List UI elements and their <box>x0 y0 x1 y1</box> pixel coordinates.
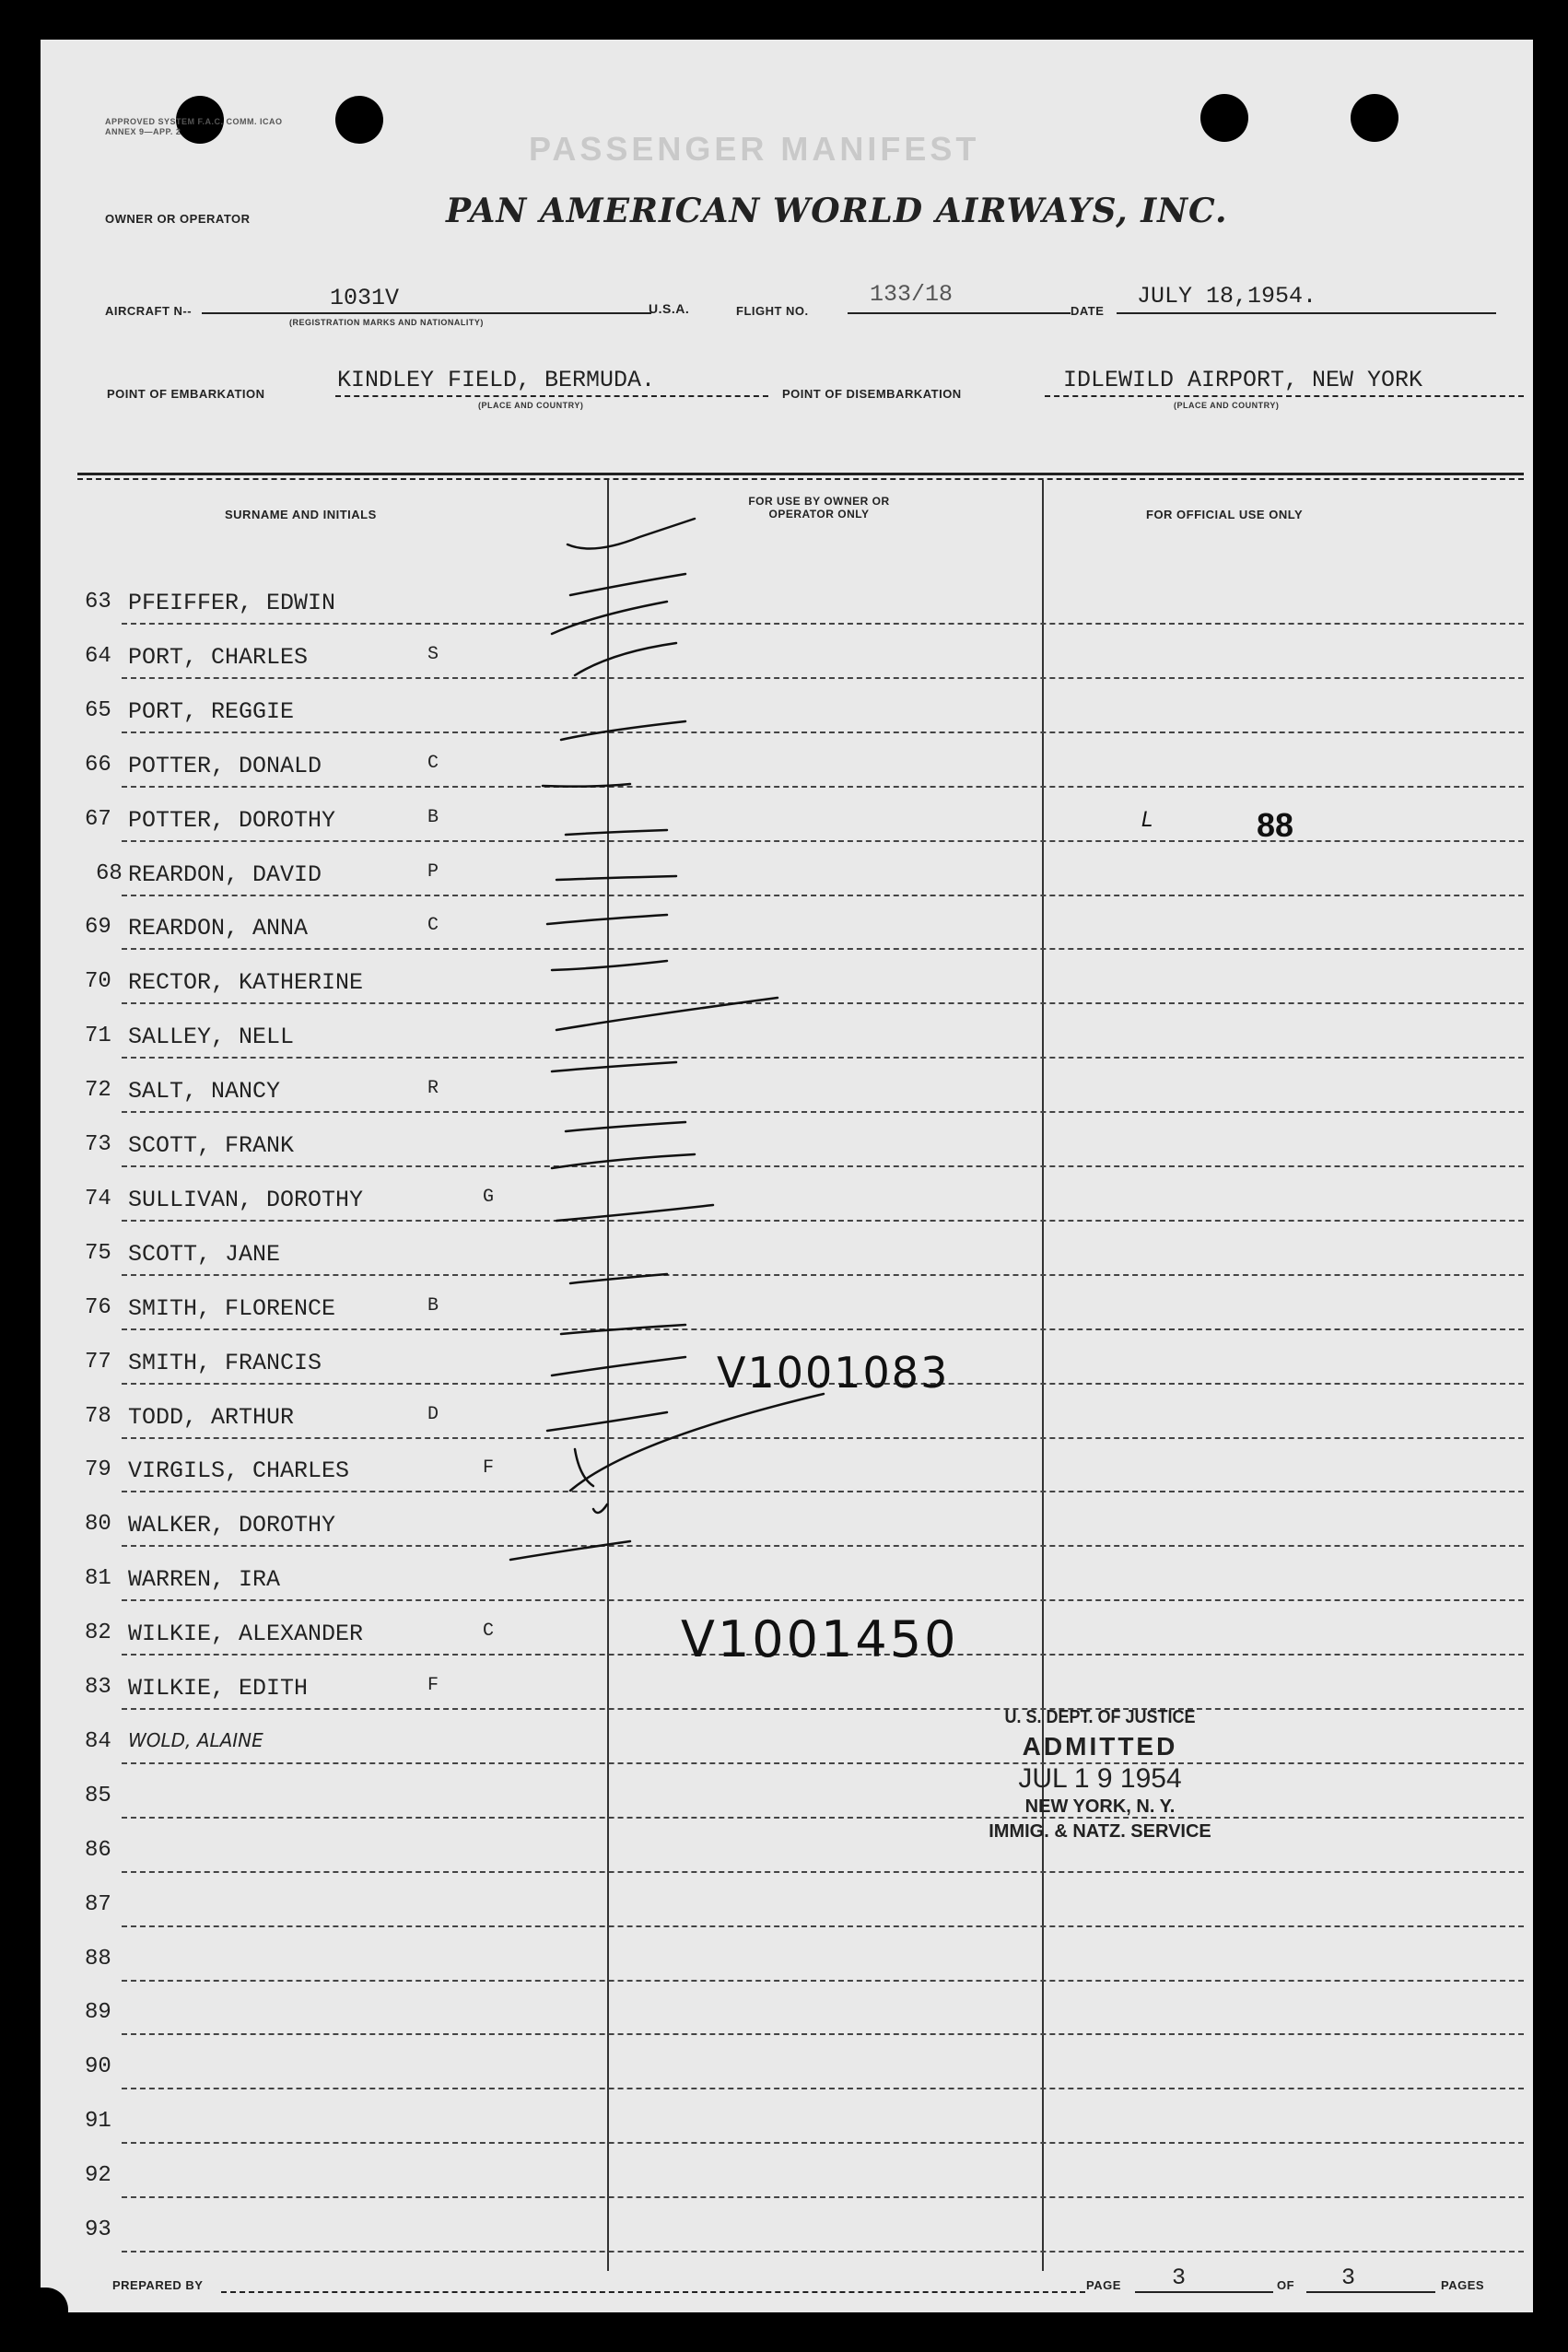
stamp-line-5: IMMIG. & NATZ. SERVICE <box>989 1821 1211 1842</box>
prepared-by-label: PREPARED BY <box>112 2278 204 2292</box>
row-number: 86 <box>85 1838 111 1863</box>
passenger-name: SCOTT, JANE <box>128 1241 281 1268</box>
passenger-name: SMITH, FLORENCE <box>128 1295 336 1322</box>
passenger-initial: B <box>427 1295 439 1316</box>
country-label: U.S.A. <box>649 301 690 316</box>
passenger-name: PORT, REGGIE <box>128 698 295 725</box>
passenger-name: VIRGILS, CHARLES <box>128 1457 350 1484</box>
operator-name: PAN AMERICAN WORLD AIRWAYS, INC. <box>446 192 1228 230</box>
place-caption-1: (PLACE AND COUNTRY) <box>478 401 584 410</box>
stamp-line-3: JUL 1 9 1954 <box>1018 1763 1182 1794</box>
owner-label: OWNER OR OPERATOR <box>105 212 251 226</box>
page-underline <box>1135 2291 1273 2293</box>
embarkation-value: KINDLEY FIELD, BERMUDA. <box>337 367 656 393</box>
note-row-83: V1001450 <box>681 1610 959 1668</box>
passenger-name: RECTOR, KATHERINE <box>128 969 364 996</box>
row-number: 88 <box>85 1947 111 1972</box>
passenger-name: SALLEY, NELL <box>128 1024 295 1050</box>
col-official-use: FOR OFFICIAL USE ONLY <box>1146 508 1304 521</box>
row-number: 64 <box>85 644 111 669</box>
row-number: 74 <box>85 1187 111 1211</box>
row-number: 75 <box>85 1241 111 1266</box>
place-caption-2: (PLACE AND COUNTRY) <box>1174 401 1280 410</box>
passenger-name: REARDON, ANNA <box>128 915 309 942</box>
row-number: 87 <box>85 1892 111 1917</box>
form-title: PASSENGER MANIFEST <box>529 130 980 168</box>
passenger-name: WOLD, ALAINE <box>128 1729 263 1751</box>
row-number: 90 <box>85 2054 111 2079</box>
approval-text: APPROVED SYSTEM F.A.C. COMM. ICAO ANNEX 9—APP. 2 <box>105 117 283 136</box>
col-surname: SURNAME AND INITIALS <box>225 508 377 521</box>
disembarkation-value: IDLEWILD AIRPORT, NEW YORK <box>1063 367 1423 393</box>
passenger-name: POTTER, DOROTHY <box>128 807 336 834</box>
passenger-initial: R <box>427 1078 439 1099</box>
aircraft-value: 1031V <box>330 285 400 311</box>
row-number: 91 <box>85 2109 111 2134</box>
row-number: 69 <box>85 915 111 940</box>
embarkation-label: POINT OF EMBARKATION <box>107 387 265 401</box>
stamp-line-4: NEW YORK, N. Y. <box>1024 1796 1176 1817</box>
col-owner-use: FOR USE BY OWNER OR OPERATOR ONLY <box>748 495 890 521</box>
passenger-initial: P <box>427 861 439 883</box>
row-number: 76 <box>85 1295 111 1320</box>
date-label: DATE <box>1071 304 1105 318</box>
row-number: 83 <box>85 1675 111 1700</box>
row-number: 82 <box>85 1621 111 1645</box>
passenger-initial: B <box>427 807 439 828</box>
passenger-name: SMITH, FRANCIS <box>128 1350 322 1376</box>
row-number: 63 <box>85 590 111 614</box>
passenger-name: SCOTT, FRANK <box>128 1132 295 1159</box>
row-number: 92 <box>85 2163 111 2188</box>
passenger-name: TODD, ARTHUR <box>128 1404 295 1431</box>
total-pages: 3 <box>1341 2264 1356 2291</box>
row-number: 73 <box>85 1132 111 1157</box>
passenger-name: WILKIE, ALEXANDER <box>128 1621 364 1647</box>
handwritten-checkmarks <box>41 40 1533 2312</box>
row-number: 67 <box>85 807 111 832</box>
row-number: 70 <box>85 969 111 994</box>
passenger-name: PFEIFFER, EDWIN <box>128 590 336 616</box>
passenger-name: REARDON, DAVID <box>128 861 322 888</box>
passenger-name: SULLIVAN, DOROTHY <box>128 1187 364 1213</box>
pages-label: PAGES <box>1441 2278 1485 2292</box>
passenger-initial: C <box>427 915 439 936</box>
passenger-initial: S <box>427 644 439 665</box>
stamp-line-1: U. S. DEPT. OF JUSTICE <box>1004 1707 1196 1727</box>
immigration-stamp <box>930 1707 1270 1843</box>
page-label: PAGE <box>1086 2278 1121 2292</box>
row-number: 71 <box>85 1024 111 1048</box>
total-underline <box>1306 2291 1435 2293</box>
of-label: OF <box>1277 2278 1295 2292</box>
row-number: 72 <box>85 1078 111 1103</box>
passenger-name: PORT, CHARLES <box>128 644 309 671</box>
aircraft-label: AIRCRAFT N-- <box>105 304 193 318</box>
row-number: 77 <box>85 1350 111 1375</box>
passenger-initial: C <box>483 1621 495 1642</box>
page-number: 3 <box>1172 2264 1187 2291</box>
prepared-by-underline <box>221 2291 1085 2293</box>
row-number: 79 <box>85 1457 111 1482</box>
official-mark: L <box>1141 809 1153 832</box>
passenger-name: WALKER, DOROTHY <box>128 1512 336 1539</box>
flight-number: 133/18 <box>870 281 954 308</box>
row-number: 93 <box>85 2217 111 2242</box>
manifest-page <box>41 40 1533 2312</box>
row-number: 66 <box>85 753 111 778</box>
passenger-name: SALT, NANCY <box>128 1078 281 1105</box>
registration-caption: (REGISTRATION MARKS AND NATIONALITY) <box>289 318 484 327</box>
date-value: JULY 18,1954. <box>1137 283 1317 310</box>
passenger-initial: D <box>427 1404 439 1425</box>
flight-label: FLIGHT NO. <box>736 304 809 318</box>
passenger-initial: F <box>427 1675 439 1696</box>
row-number: 68 <box>96 861 123 886</box>
row-number: 84 <box>85 1729 111 1754</box>
passenger-name: WARREN, IRA <box>128 1566 281 1593</box>
row-number: 80 <box>85 1512 111 1537</box>
disembarkation-label: POINT OF DISEMBARKATION <box>782 387 962 401</box>
row-number: 78 <box>85 1404 111 1429</box>
row-number: 89 <box>85 2000 111 2025</box>
row-number: 65 <box>85 698 111 723</box>
stamp-line-2: ADMITTED <box>1022 1732 1178 1761</box>
row-number: 85 <box>85 1784 111 1808</box>
passenger-initial: F <box>483 1457 495 1479</box>
note-row-78: V1001083 <box>717 1348 950 1398</box>
row-number: 81 <box>85 1566 111 1591</box>
official-number-88: 88 <box>1257 806 1294 844</box>
passenger-initial: C <box>427 753 439 774</box>
passenger-initial: G <box>483 1187 495 1208</box>
passenger-name: WILKIE, EDITH <box>128 1675 309 1702</box>
passenger-name: POTTER, DONALD <box>128 753 322 779</box>
